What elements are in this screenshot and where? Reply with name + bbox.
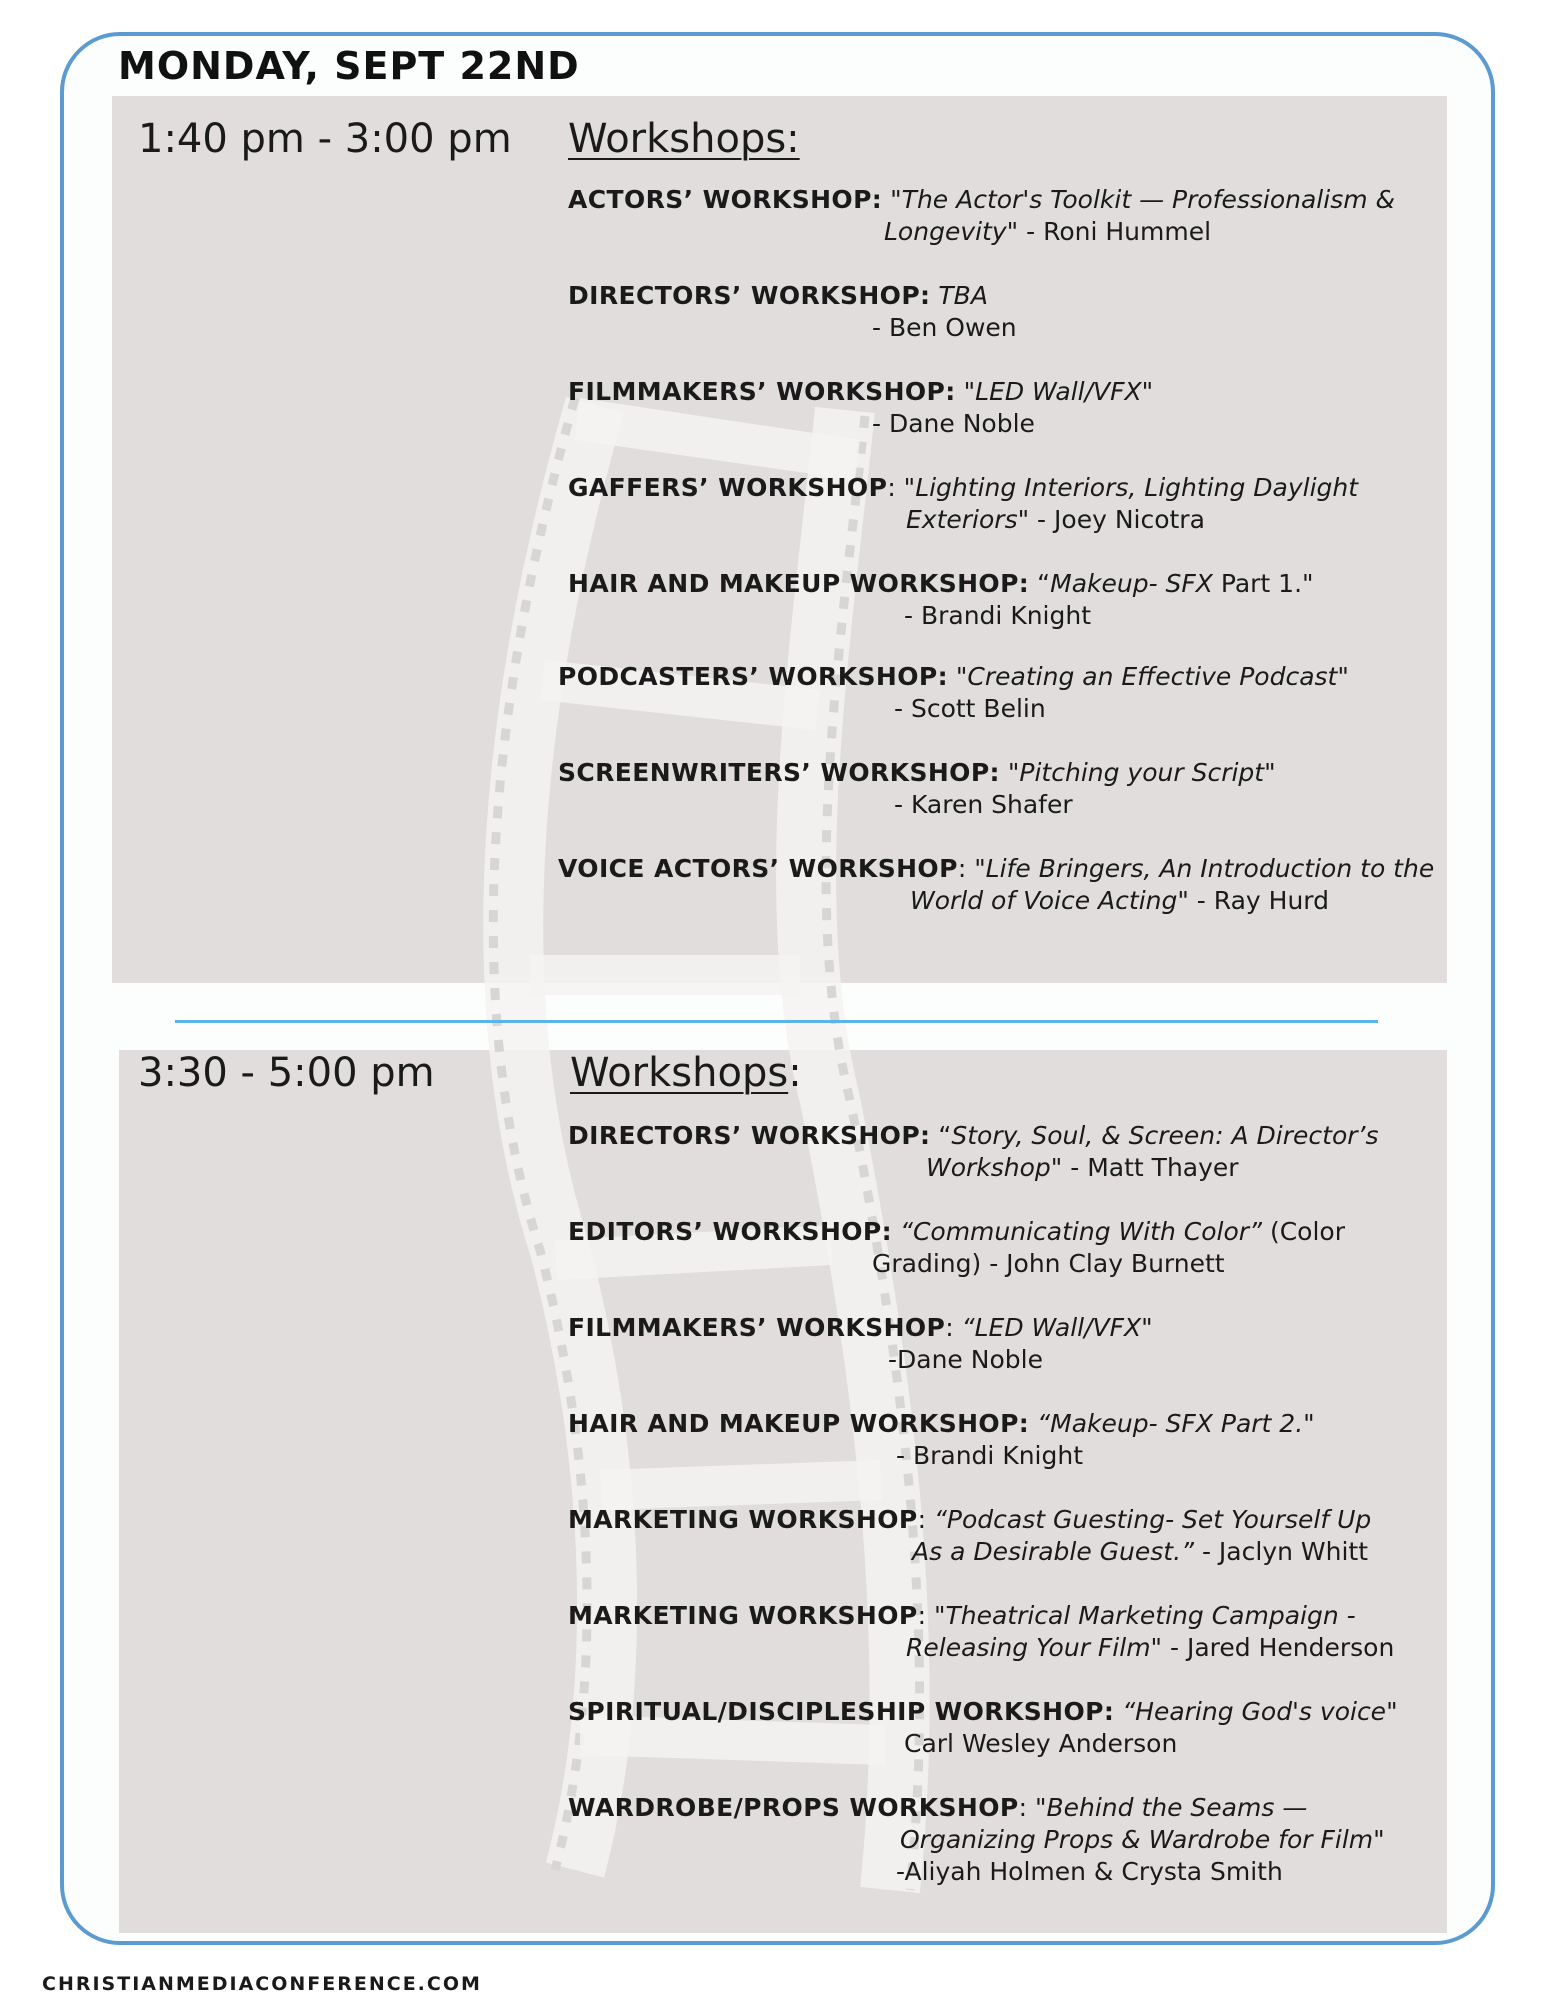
- workshop-title: Makeup- SFX: [1050, 569, 1213, 598]
- workshop-name: SPIRITUAL/DISCIPLESHIP WORKSHOP:: [568, 1697, 1115, 1726]
- workshop-entry: [568, 1408, 1315, 1472]
- workshop-speaker: - Joey Nicotra: [1029, 505, 1205, 534]
- workshop-separator: : ": [887, 473, 916, 502]
- workshop-entry: [558, 661, 1349, 725]
- workshop-entry: [568, 1600, 1394, 1664]
- workshop-speaker: - Jaclyn Whitt: [1194, 1537, 1369, 1566]
- workshop-separator: “: [1029, 569, 1051, 598]
- workshop-speaker: Carl Wesley Anderson: [904, 1729, 1178, 1758]
- workshop-title-cont: Releasing Your Film": [906, 1633, 1163, 1662]
- session-1-heading: Workshops:: [568, 116, 800, 162]
- workshop-title: TBA: [938, 281, 988, 310]
- workshop-speaker: - Matt Thayer: [1062, 1153, 1239, 1182]
- workshop-speaker: Grading) - John Clay Burnett: [872, 1249, 1225, 1278]
- workshop-name: DIRECTORS’ WORKSHOP:: [568, 281, 931, 310]
- workshop-entry: [558, 853, 1434, 917]
- workshop-separator: :: [957, 854, 975, 883]
- workshop-entry: [568, 1504, 1371, 1568]
- workshop-title: "LED Wall/VFX": [963, 377, 1154, 406]
- workshop-title: Lighting Interiors, Lighting Daylight: [915, 473, 1359, 502]
- workshop-separator: :: [917, 1505, 934, 1534]
- workshop-speaker: - Jared Henderson: [1162, 1633, 1395, 1662]
- workshop-name: MARKETING WORKSHOP: [568, 1505, 918, 1534]
- workshop-title-cont: Exteriors": [906, 505, 1030, 534]
- workshop-speaker: - Scott Belin: [894, 694, 1046, 723]
- workshop-separator: :: [945, 1313, 962, 1342]
- workshop-speaker: - Ray Hurd: [1188, 886, 1330, 915]
- workshop-entry: [568, 376, 1153, 440]
- workshop-speaker: - Karen Shafer: [894, 790, 1073, 819]
- session-2-heading-colon: :: [788, 1050, 802, 1096]
- workshop-name: ACTORS’ WORKSHOP:: [568, 185, 883, 214]
- workshop-title: “LED Wall/VFX": [961, 1313, 1153, 1342]
- workshop-title: "Theatrical Marketing Campaign -: [933, 1601, 1356, 1630]
- workshop-speaker: - Brandi Knight: [904, 601, 1092, 630]
- workshop-entry: [558, 757, 1276, 821]
- workshop-name: DIRECTORS’ WORKSHOP:: [568, 1121, 931, 1150]
- workshop-title-cont: Organizing Props & Wardrobe for Film": [900, 1825, 1385, 1854]
- workshop-speaker: - Roni Hummel: [1018, 217, 1212, 246]
- workshop-name: MARKETING WORKSHOP: [568, 1601, 918, 1630]
- workshop-name: HAIR AND MAKEUP WORKSHOP:: [568, 569, 1030, 598]
- workshop-title: "The Actor's Toolkit — Professionalism &: [890, 185, 1396, 214]
- workshop-title: “Makeup- SFX Part 2.": [1037, 1409, 1315, 1438]
- workshop-entry: [568, 280, 1017, 344]
- workshop-title: "Behind the Seams —: [1034, 1793, 1308, 1822]
- workshop-separator: “: [930, 1121, 952, 1150]
- session-divider: [175, 1020, 1378, 1023]
- workshop-speaker: - Dane Noble: [872, 409, 1035, 438]
- workshop-name: SCREENWRITERS’ WORKSHOP:: [558, 758, 1000, 787]
- workshop-title: “Podcast Guesting- Set Yourself Up: [933, 1505, 1372, 1534]
- session-2-time: 3:30 - 5:00 pm: [138, 1050, 435, 1096]
- day-title: MONDAY, SEPT 22ND: [118, 44, 580, 88]
- workshop-name: GAFFERS’ WORKSHOP: [568, 473, 888, 502]
- workshop-entry: [568, 1792, 1385, 1888]
- workshop-entry: [568, 1216, 1345, 1280]
- workshop-title-cont: World of Voice Acting": [910, 886, 1189, 915]
- workshop-name: PODCASTERS’ WORKSHOP:: [558, 662, 948, 691]
- workshop-speaker: - Ben Owen: [872, 313, 1017, 342]
- workshop-title: "Life Bringers, An Introduction to the: [974, 854, 1435, 883]
- workshop-title: "Creating an Effective Podcast": [955, 662, 1349, 691]
- workshop-entry: [568, 1120, 1379, 1184]
- workshop-speaker: -Aliyah Holmen & Crysta Smith: [896, 1857, 1283, 1886]
- workshop-title: “Hearing God's voice": [1122, 1697, 1398, 1726]
- workshop-name: WARDROBE/PROPS WORKSHOP: [568, 1793, 1019, 1822]
- workshop-entry: [568, 1312, 1153, 1376]
- footer-url: CHRISTIANMEDIACONFERENCE.COM: [42, 1973, 482, 1995]
- workshop-title-cont: Longevity": [884, 217, 1019, 246]
- workshop-title-cont: As a Desirable Guest.”: [912, 1537, 1195, 1566]
- workshop-name: FILMMAKERS’ WORKSHOP: [568, 1313, 946, 1342]
- workshop-title-suffix: (Color: [1262, 1217, 1345, 1246]
- workshop-name: FILMMAKERS’ WORKSHOP:: [568, 377, 956, 406]
- workshop-title-suffix: Part 1.": [1212, 569, 1314, 598]
- workshop-speaker: - Brandi Knight: [896, 1441, 1084, 1470]
- workshop-name: EDITORS’ WORKSHOP:: [568, 1217, 893, 1246]
- workshop-title: Story, Soul, & Screen: A Director’s: [951, 1121, 1379, 1150]
- workshop-title: "Pitching your Script: [1007, 758, 1265, 787]
- session-1-time: 1:40 pm - 3:00 pm: [138, 116, 512, 162]
- workshop-separator: :: [1018, 1793, 1035, 1822]
- session-2-heading-text: Workshops: [570, 1050, 789, 1096]
- workshop-name: HAIR AND MAKEUP WORKSHOP:: [568, 1409, 1030, 1438]
- workshop-name: VOICE ACTORS’ WORKSHOP: [558, 854, 958, 883]
- workshop-entry: [568, 1696, 1398, 1760]
- workshop-title-suffix: ": [1264, 758, 1276, 787]
- workshop-speaker: -Dane Noble: [888, 1345, 1043, 1374]
- workshop-separator: :: [917, 1601, 934, 1630]
- workshop-title: “Communicating With Color”: [900, 1217, 1262, 1246]
- workshop-entry: [568, 568, 1314, 632]
- workshop-title-cont: Workshop": [926, 1153, 1063, 1182]
- session-2-heading: [570, 1050, 802, 1096]
- workshop-entry: [568, 472, 1358, 536]
- workshop-entry: [568, 184, 1395, 248]
